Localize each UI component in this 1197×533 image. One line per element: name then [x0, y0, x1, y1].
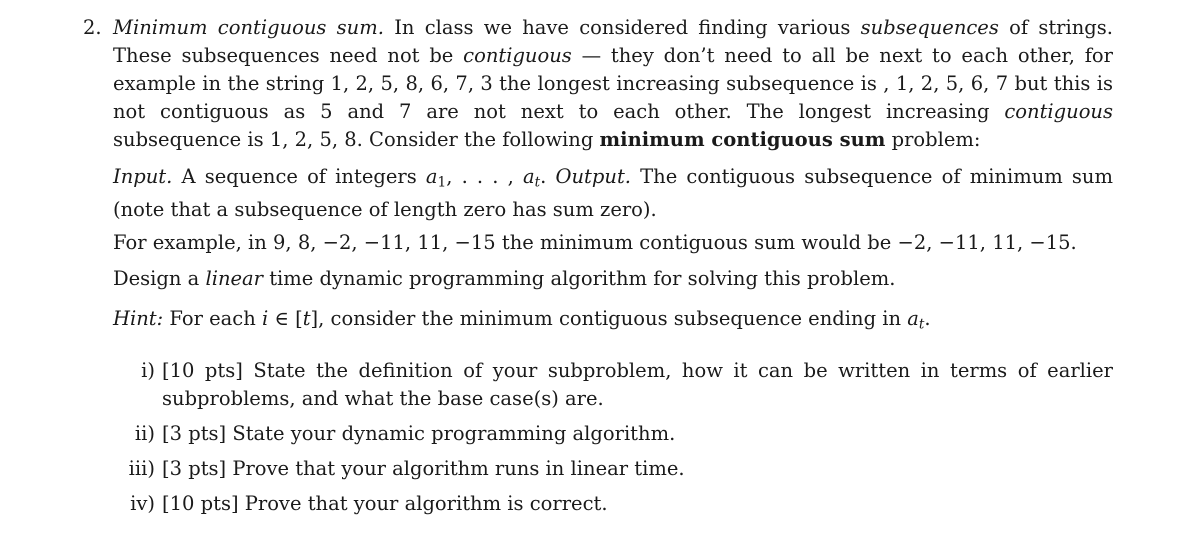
hint-paragraph	[113, 305, 1113, 338]
task-item	[113, 357, 1113, 413]
hint-section	[113, 305, 1113, 338]
intro-text-c: — they don’t need to all be next to each other, for example in the string 1, 2, 5, 8, 6, 7, 3 the longest increasing subsequence is , 1, 2, 5, 6, 7 but this is not contiguous as 5 and 7 are not next to each other. The longest increasing	[113, 44, 1113, 123]
intro-paragraph	[113, 14, 1113, 154]
task-list	[113, 357, 1113, 525]
var-a-2: a	[523, 165, 535, 188]
task-label: ii)	[134, 422, 155, 445]
var-i: i	[262, 307, 269, 330]
output-text: The contiguous subsequence of minimum sum (note that a subsequence of length zero has sum zero).	[113, 165, 1113, 222]
task-item	[113, 455, 1113, 483]
problem-intro	[113, 14, 1113, 154]
bold-phrase: minimum contiguous sum	[599, 128, 886, 151]
input-output-section	[113, 163, 1113, 224]
linear-emph: linear	[205, 267, 264, 290]
design-text-b: time dynamic programming algorithm for solving this problem.	[263, 267, 896, 290]
intro-text-e: problem:	[885, 128, 981, 151]
subsequences-emph: subsequences	[860, 16, 999, 39]
subscript-t-hint: t	[918, 316, 925, 333]
problem-number: 2.	[83, 16, 102, 39]
task-label: iii)	[128, 457, 155, 480]
task-text: [10 pts] Prove that your algorithm is correct.	[162, 492, 608, 515]
var-t: t	[302, 307, 311, 330]
task-text: [10 pts] State the definition of your subproblem, how it can be written in terms of earlier subproblems, and what the base case(s) are.	[162, 359, 1113, 410]
intro-text-d: subsequence is 1, 2, 5, 8. Consider the following	[113, 128, 600, 151]
problem-title: Minimum contiguous sum.	[113, 16, 384, 39]
task-text: [3 pts] State your dynamic programming algorithm.	[162, 422, 676, 445]
hint-text-d: .	[924, 307, 931, 330]
hint-text-b: ∈ [	[268, 307, 303, 330]
task-item	[113, 490, 1113, 518]
example-section	[113, 229, 1113, 257]
task-item	[113, 420, 1113, 448]
var-a: a	[425, 165, 438, 188]
contiguous-emph-2: contiguous	[1004, 100, 1113, 123]
task-label: i)	[141, 359, 155, 382]
hint-text-c: ], consider the minimum contiguous subsequence ending in	[310, 307, 908, 330]
design-paragraph	[113, 265, 1113, 293]
input-label: Input.	[113, 165, 173, 188]
input-output-paragraph	[113, 163, 1113, 224]
subscript-t: t	[534, 174, 541, 191]
input-text-b: .	[540, 165, 556, 188]
hint-text-a: For each	[163, 307, 262, 330]
design-section	[113, 265, 1113, 293]
output-label: Output.	[555, 165, 631, 188]
var-a-hint: a	[907, 307, 919, 330]
hint-label: Hint:	[113, 307, 164, 330]
task-text: [3 pts] Prove that your algorithm runs in linear time.	[162, 457, 685, 480]
input-text-a: A sequence of integers	[172, 165, 426, 188]
ellipsis: , . . . ,	[446, 165, 524, 188]
contiguous-emph: contiguous	[463, 44, 572, 67]
example-paragraph: For example, in 9, 8, −2, −11, 11, −15 the minimum contiguous sum would be −2, −11, 11, −15.	[113, 231, 1077, 254]
subscript-1: 1	[437, 174, 447, 191]
intro-text-a: In class we have considered finding various	[383, 16, 861, 39]
design-text-a: Design a	[113, 267, 206, 290]
task-label: iv)	[130, 492, 155, 515]
intro-text-b: of strings. These subsequences need not be	[113, 16, 1113, 67]
